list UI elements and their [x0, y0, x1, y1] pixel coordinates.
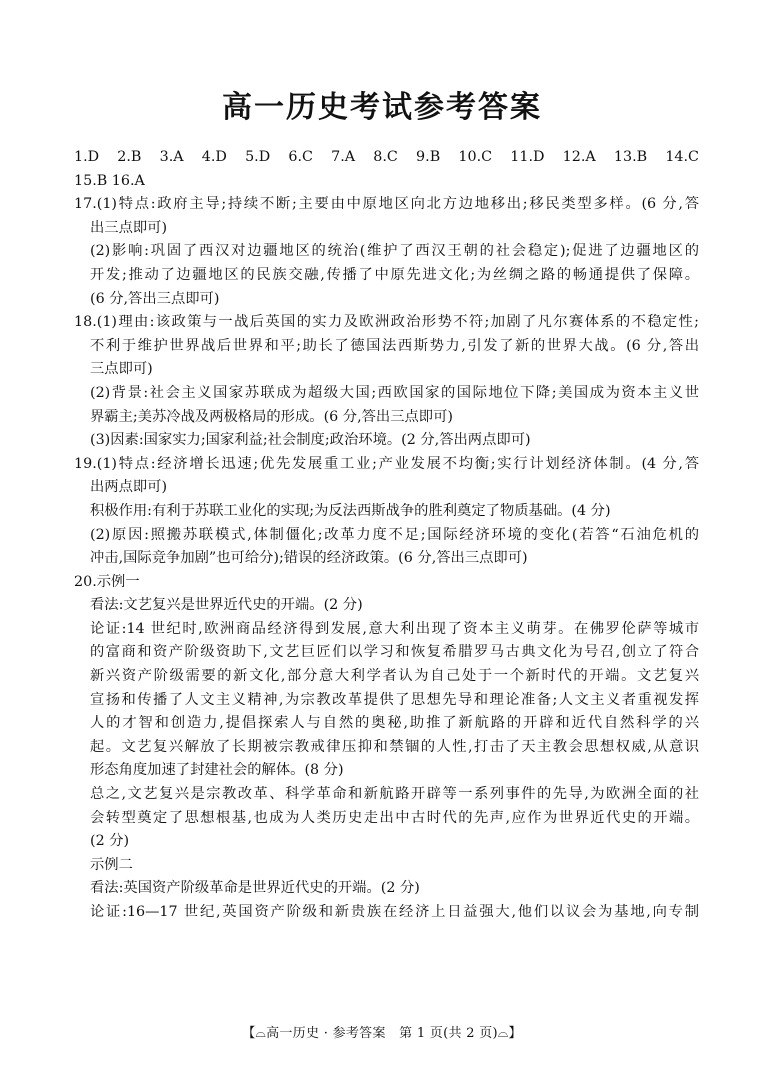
text-line: 宣扬和传播了人文主义精神,为宗教改革提供了思想先导和理论准备;人文主义者重视发挥 [90, 691, 699, 708]
text-line: 人的才智和创造力,提倡探索人与自然的奥秘,助推了新航路的开辟和近代自然科学的兴 [90, 715, 699, 732]
text-line: 形态角度加速了封建社会的解体。(8 分) [90, 762, 344, 779]
text-line: 看法:英国资产阶级革命是世界近代史的开端。(2 分) [90, 880, 420, 897]
text-line: 出三点即可) [90, 219, 168, 236]
text-line: (2)影响:巩固了西汉对边疆地区的统治(维护了西汉王朝的社会稳定);促进了边疆地区的 [90, 243, 699, 260]
text-line: 开发;推动了边疆地区的民族交融,传播了中原先进文化;为丝绸之路的畅通提供了保障。 [90, 266, 699, 283]
text-line: 论证:16—17 世纪,英国资产阶级和新贵族在经济上日益强大,他们以议会为基地,向专制 [90, 904, 699, 920]
text-line: 冲击,国际竞争加剧”也可给分);错误的经济政策。(6 分,答出三点即可) [90, 550, 528, 567]
text-line: 不利于维护世界战后世界和平;助长了德国法西斯势力,引发了新的世界大战。(6 分,答出 [90, 337, 699, 354]
text-line: (2)原因:照搬苏联模式,体制僵化;改革力度不足;国际经济环境的变化(若答“石油危机的 [90, 526, 699, 543]
text-line: 15.B 16.A [74, 172, 145, 189]
page-footer: 【⌓高一历史 · 参考答案 第 1 页(共 2 页)⌓】 [242, 1026, 522, 1041]
text-line: 总之,文艺复兴是宗教改革、科学革命和新航路开辟等一系列事件的先导,为欧洲全面的社 [90, 786, 699, 803]
text-line: (3)因素:国家实力;国家利益;社会制度;政治环境。(2 分,答出两点即可) [90, 432, 531, 449]
answer-content [74, 146, 699, 925]
text-line: 新兴资产阶级需要的新文化,部分意大利学者认为自己处于一个新时代的开端。文艺复兴 [90, 668, 699, 685]
text-line: 会转型奠定了思想根基,也成为人类历史走出中古时代的先声,应作为世界近代史的开端。 [90, 809, 699, 826]
text-line: (2 分) [90, 833, 130, 850]
document-title: 高一历史考试参考答案 [222, 90, 542, 125]
text-line: 19.(1)特点:经济增长迅速;优先发展重工业;产业发展不均衡;实行计划经济体制。(4 分,答 [74, 455, 699, 472]
text-line: 1.D 2.B 3.A 4.D 5.D 6.C 7.A 8.C 9.B 10.C 11.D 12.A 13.B 14.C [74, 149, 699, 165]
text-line: 积极作用:有利于苏联工业化的实现;为反法西斯战争的胜利奠定了物质基础。(4 分) [90, 502, 611, 519]
text-line: 起。文艺复兴解放了长期被宗教戒律压抑和禁锢的人性,打击了天主教会思想权威,从意识 [90, 738, 699, 755]
text-line: (6 分,答出三点即可) [90, 290, 220, 307]
text-line: 18.(1)理由:该政策与一战后英国的实力及欧洲政治形势不符;加剧了凡尔赛体系的不稳定性; [74, 314, 699, 331]
text-line: 17.(1)特点:政府主导;持续不断;主要由中原地区向北方边地移出;移民类型多样。(6 分,答 [74, 196, 699, 213]
text-line: 示例二 [90, 856, 133, 873]
text-line: (2)背景:社会主义国家苏联成为超级大国;西欧国家的国际地位下降;美国成为资本主义世 [90, 384, 699, 401]
text-line: 三点即可) [90, 361, 153, 378]
text-line: 出两点即可) [90, 479, 168, 496]
text-line: 看法:文艺复兴是世界近代史的开端。(2 分) [90, 597, 363, 614]
text-line: 的富商和资产阶级资助下,文艺巨匠们以学习和恢复希腊罗马古典文化为号召,创立了符合 [90, 644, 699, 661]
text-line: 20.示例一 [74, 573, 140, 590]
text-line: 界霸主;美苏冷战及两极格局的形成。(6 分,答出三点即可) [90, 408, 453, 425]
text-line: 论证:14 世纪时,欧洲商品经济得到发展,意大利出现了资本主义萌芽。在佛罗伦萨等城市 [90, 620, 699, 637]
